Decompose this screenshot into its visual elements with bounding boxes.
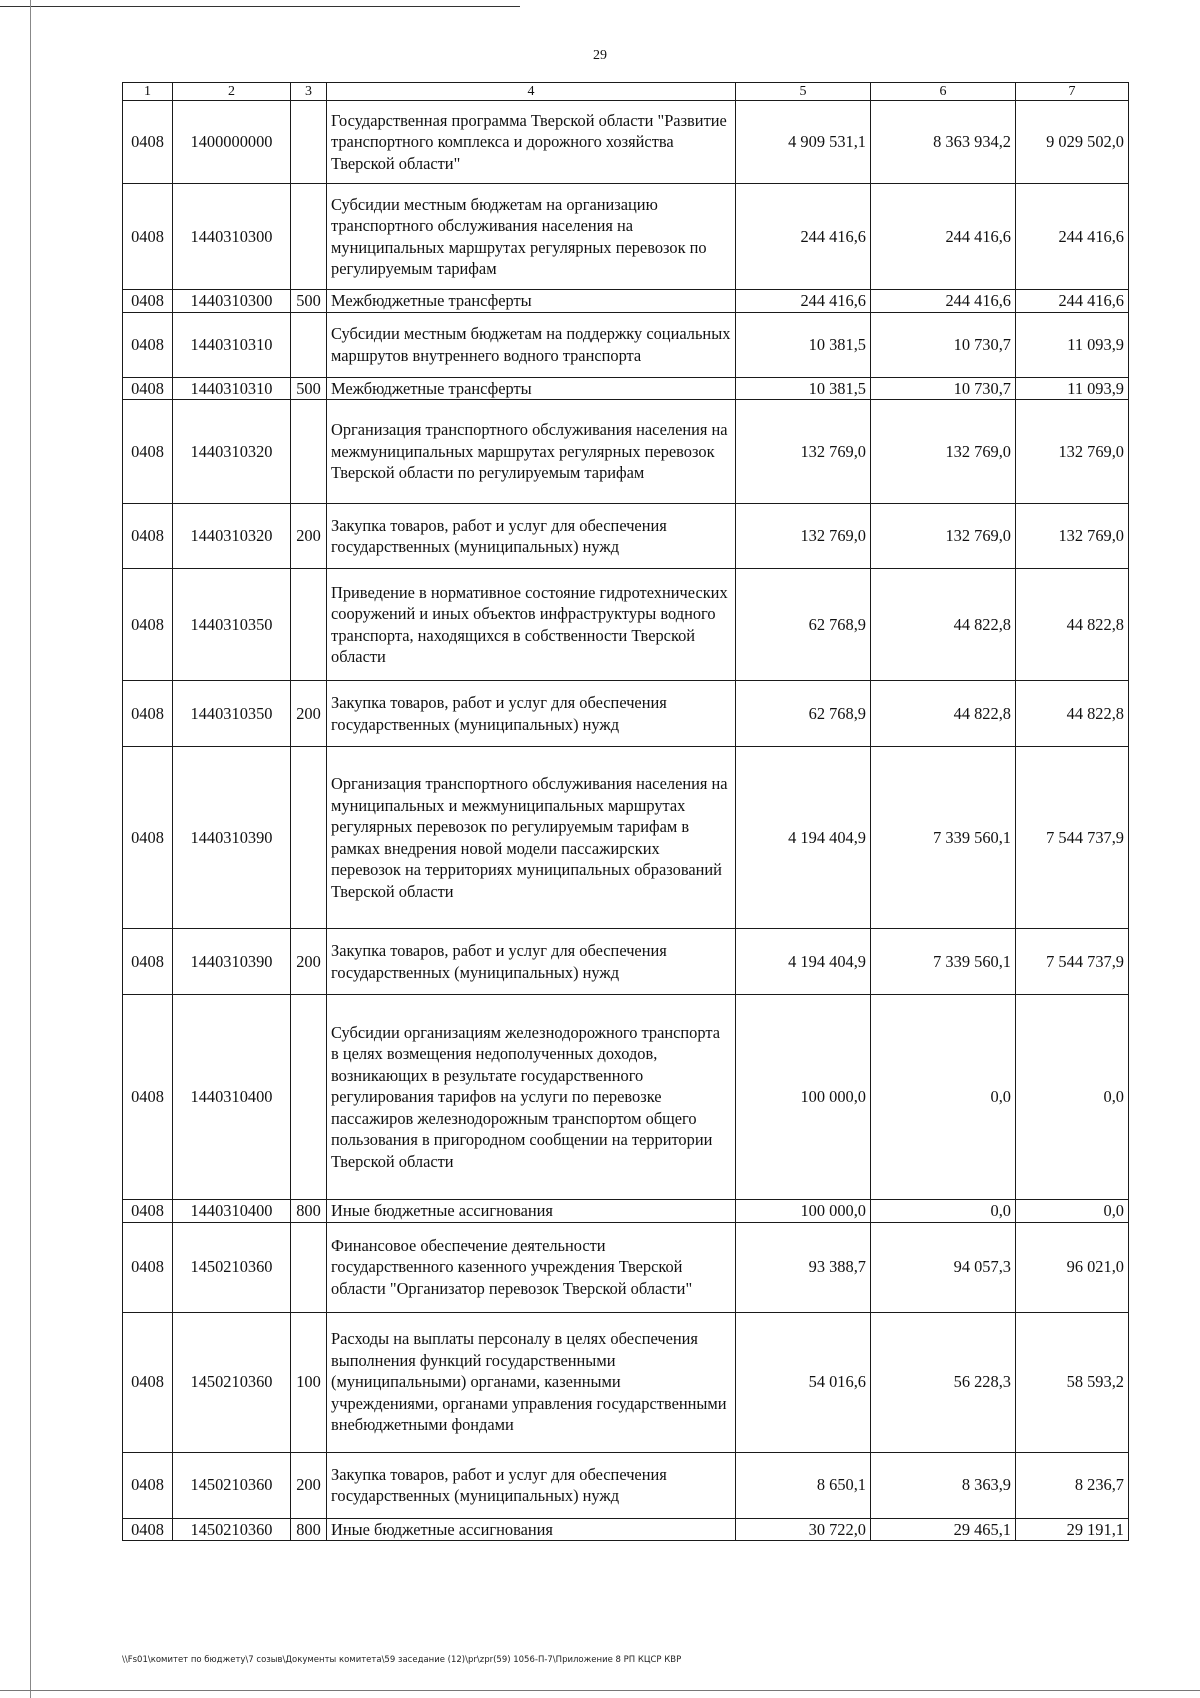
amount-col-5: 8 650,1 [736, 1452, 871, 1518]
amount-col-6: 244 416,6 [871, 290, 1016, 313]
target-article-code: 1450210360 [173, 1312, 291, 1452]
amount-col-5: 54 016,6 [736, 1312, 871, 1452]
target-article-code: 1440310320 [173, 400, 291, 504]
amount-col-5: 62 768,9 [736, 569, 871, 681]
col-header-5: 5 [736, 83, 871, 101]
section-code: 0408 [123, 1518, 173, 1541]
row-description: Иные бюджетные ассигнования [327, 1200, 736, 1223]
section-code: 0408 [123, 995, 173, 1200]
col-header-4: 4 [327, 83, 736, 101]
amount-col-6: 29 465,1 [871, 1518, 1016, 1541]
col-header-1: 1 [123, 83, 173, 101]
amount-col-5: 4 909 531,1 [736, 101, 871, 184]
amount-col-7: 244 416,6 [1016, 184, 1129, 290]
amount-col-5: 100 000,0 [736, 995, 871, 1200]
row-description: Расходы на выплаты персоналу в целях обеспечения выполнения функций государственными (муниципальными) органами, казенными учреждениями, органами управления государственными внебюджетными фондами [327, 1312, 736, 1452]
amount-col-6: 44 822,8 [871, 681, 1016, 747]
amount-col-6: 10 730,7 [871, 312, 1016, 377]
amount-col-6: 44 822,8 [871, 569, 1016, 681]
amount-col-7: 7 544 737,9 [1016, 929, 1129, 995]
amount-col-6: 0,0 [871, 995, 1016, 1200]
amount-col-6: 8 363,9 [871, 1452, 1016, 1518]
amount-col-5: 244 416,6 [736, 290, 871, 313]
amount-col-7: 8 236,7 [1016, 1452, 1129, 1518]
amount-col-7: 132 769,0 [1016, 504, 1129, 569]
column-header-row [123, 83, 1129, 101]
table-row [123, 1312, 1129, 1452]
row-description: Субсидии местным бюджетам на поддержку социальных маршрутов внутреннего водного транспорта [327, 312, 736, 377]
section-code: 0408 [123, 747, 173, 929]
amount-col-7: 58 593,2 [1016, 1312, 1129, 1452]
expense-type-code [291, 184, 327, 290]
col-header-3: 3 [291, 83, 327, 101]
target-article-code: 1450210360 [173, 1452, 291, 1518]
target-article-code: 1440310390 [173, 929, 291, 995]
table-row [123, 569, 1129, 681]
budget-table [122, 82, 1129, 1541]
table-row [123, 184, 1129, 290]
table-row [123, 929, 1129, 995]
section-code: 0408 [123, 184, 173, 290]
amount-col-6: 10 730,7 [871, 377, 1016, 400]
section-code: 0408 [123, 681, 173, 747]
row-description: Организация транспортного обслуживания населения на межмуниципальных маршрутах регулярных перевозок Тверской области по регулируемым тарифам [327, 400, 736, 504]
amount-col-7: 44 822,8 [1016, 569, 1129, 681]
amount-col-5: 4 194 404,9 [736, 747, 871, 929]
expense-type-code [291, 101, 327, 184]
amount-col-7: 96 021,0 [1016, 1222, 1129, 1312]
amount-col-6: 8 363 934,2 [871, 101, 1016, 184]
table-row [123, 504, 1129, 569]
target-article-code: 1440310320 [173, 504, 291, 569]
section-code: 0408 [123, 101, 173, 184]
amount-col-5: 62 768,9 [736, 681, 871, 747]
table-row [123, 1200, 1129, 1223]
expense-type-code: 200 [291, 1452, 327, 1518]
row-description: Закупка товаров, работ и услуг для обеспечения государственных (муниципальных) нужд [327, 1452, 736, 1518]
table-row [123, 747, 1129, 929]
expense-type-code: 800 [291, 1518, 327, 1541]
section-code: 0408 [123, 290, 173, 313]
amount-col-5: 30 722,0 [736, 1518, 871, 1541]
expense-type-code: 100 [291, 1312, 327, 1452]
amount-col-6: 94 057,3 [871, 1222, 1016, 1312]
amount-col-6: 7 339 560,1 [871, 747, 1016, 929]
row-description: Государственная программа Тверской области "Развитие транспортного комплекса и дорожного хозяйства Тверской области" [327, 101, 736, 184]
col-header-2: 2 [173, 83, 291, 101]
expense-type-code [291, 747, 327, 929]
amount-col-5: 10 381,5 [736, 312, 871, 377]
section-code: 0408 [123, 929, 173, 995]
amount-col-7: 29 191,1 [1016, 1518, 1129, 1541]
table-row [123, 1518, 1129, 1541]
table-row [123, 101, 1129, 184]
amount-col-5: 132 769,0 [736, 504, 871, 569]
row-description: Межбюджетные трансферты [327, 377, 736, 400]
target-article-code: 1440310350 [173, 569, 291, 681]
amount-col-5: 4 194 404,9 [736, 929, 871, 995]
table-row [123, 290, 1129, 313]
target-article-code: 1400000000 [173, 101, 291, 184]
amount-col-5: 244 416,6 [736, 184, 871, 290]
table-row [123, 400, 1129, 504]
scan-edge-top [0, 6, 520, 7]
expense-type-code: 200 [291, 681, 327, 747]
target-article-code: 1440310390 [173, 747, 291, 929]
page-number: 29 [593, 48, 607, 63]
expense-type-code [291, 995, 327, 1200]
col-header-7: 7 [1016, 83, 1129, 101]
section-code: 0408 [123, 1452, 173, 1518]
row-description: Закупка товаров, работ и услуг для обеспечения государственных (муниципальных) нужд [327, 929, 736, 995]
expense-type-code: 800 [291, 1200, 327, 1223]
amount-col-5: 132 769,0 [736, 400, 871, 504]
table-row [123, 1222, 1129, 1312]
amount-col-7: 0,0 [1016, 995, 1129, 1200]
section-code: 0408 [123, 504, 173, 569]
expense-type-code [291, 569, 327, 681]
section-code: 0408 [123, 400, 173, 504]
amount-col-7: 0,0 [1016, 1200, 1129, 1223]
amount-col-7: 11 093,9 [1016, 312, 1129, 377]
table-row [123, 312, 1129, 377]
table-row [123, 377, 1129, 400]
row-description: Организация транспортного обслуживания населения на муниципальных и межмуниципальных маршрутах регулярных перевозок по регулируемым тарифам в рамках внедрения новой модели пассажирских перевозок на территориях муниципальных образований Тверской области [327, 747, 736, 929]
expense-type-code: 500 [291, 290, 327, 313]
section-code: 0408 [123, 1312, 173, 1452]
amount-col-7: 7 544 737,9 [1016, 747, 1129, 929]
target-article-code: 1440310400 [173, 1200, 291, 1223]
amount-col-7: 9 029 502,0 [1016, 101, 1129, 184]
row-description: Финансовое обеспечение деятельности государственного казенного учреждения Тверской области "Организатор перевозок Тверской области" [327, 1222, 736, 1312]
scan-edge-bottom [0, 1690, 1200, 1691]
section-code: 0408 [123, 1200, 173, 1223]
amount-col-6: 132 769,0 [871, 400, 1016, 504]
target-article-code: 1440310350 [173, 681, 291, 747]
section-code: 0408 [123, 312, 173, 377]
amount-col-5: 10 381,5 [736, 377, 871, 400]
amount-col-6: 0,0 [871, 1200, 1016, 1223]
amount-col-7: 11 093,9 [1016, 377, 1129, 400]
amount-col-6: 244 416,6 [871, 184, 1016, 290]
row-description: Закупка товаров, работ и услуг для обеспечения государственных (муниципальных) нужд [327, 681, 736, 747]
target-article-code: 1450210360 [173, 1518, 291, 1541]
expense-type-code [291, 400, 327, 504]
target-article-code: 1440310400 [173, 995, 291, 1200]
amount-col-6: 7 339 560,1 [871, 929, 1016, 995]
amount-col-5: 100 000,0 [736, 1200, 871, 1223]
row-description: Субсидии местным бюджетам на организацию транспортного обслуживания населения на муниципальных маршрутах регулярных перевозок по регулируемым тарифам [327, 184, 736, 290]
target-article-code: 1440310300 [173, 290, 291, 313]
row-description: Субсидии организациям железнодорожного транспорта в целях возмещения недополученных доходов, возникающих в результате государственного регулирования тарифов на услуги по перевозке пассажиров железнодорожным транспортом общего пользования в пригородном сообщении на территории Тверской области [327, 995, 736, 1200]
expense-type-code: 200 [291, 504, 327, 569]
section-code: 0408 [123, 569, 173, 681]
row-description: Закупка товаров, работ и услуг для обеспечения государственных (муниципальных) нужд [327, 504, 736, 569]
amount-col-6: 132 769,0 [871, 504, 1016, 569]
amount-col-7: 244 416,6 [1016, 290, 1129, 313]
amount-col-7: 132 769,0 [1016, 400, 1129, 504]
expense-type-code [291, 312, 327, 377]
footer-file-path: \\Fs01\комитет по бюджету\7 созыв\Документы комитета\59 заседание (12)\pr\zpr(59) 1056-П-7\Приложение 8 РП КЦСР КВР [122, 1655, 682, 1665]
row-description: Приведение в нормативное состояние гидротехнических сооружений и иных объектов инфраструктуры водного транспорта, находящихся в собственности Тверской области [327, 569, 736, 681]
amount-col-7: 44 822,8 [1016, 681, 1129, 747]
expense-type-code [291, 1222, 327, 1312]
target-article-code: 1440310300 [173, 184, 291, 290]
expense-type-code: 200 [291, 929, 327, 995]
target-article-code: 1450210360 [173, 1222, 291, 1312]
target-article-code: 1440310310 [173, 312, 291, 377]
section-code: 0408 [123, 1222, 173, 1312]
amount-col-5: 93 388,7 [736, 1222, 871, 1312]
expense-type-code: 500 [291, 377, 327, 400]
col-header-6: 6 [871, 83, 1016, 101]
amount-col-6: 56 228,3 [871, 1312, 1016, 1452]
row-description: Межбюджетные трансферты [327, 290, 736, 313]
target-article-code: 1440310310 [173, 377, 291, 400]
scan-edge-left [30, 0, 31, 1698]
table-row [123, 681, 1129, 747]
section-code: 0408 [123, 377, 173, 400]
table-row [123, 1452, 1129, 1518]
table-row [123, 995, 1129, 1200]
row-description: Иные бюджетные ассигнования [327, 1518, 736, 1541]
